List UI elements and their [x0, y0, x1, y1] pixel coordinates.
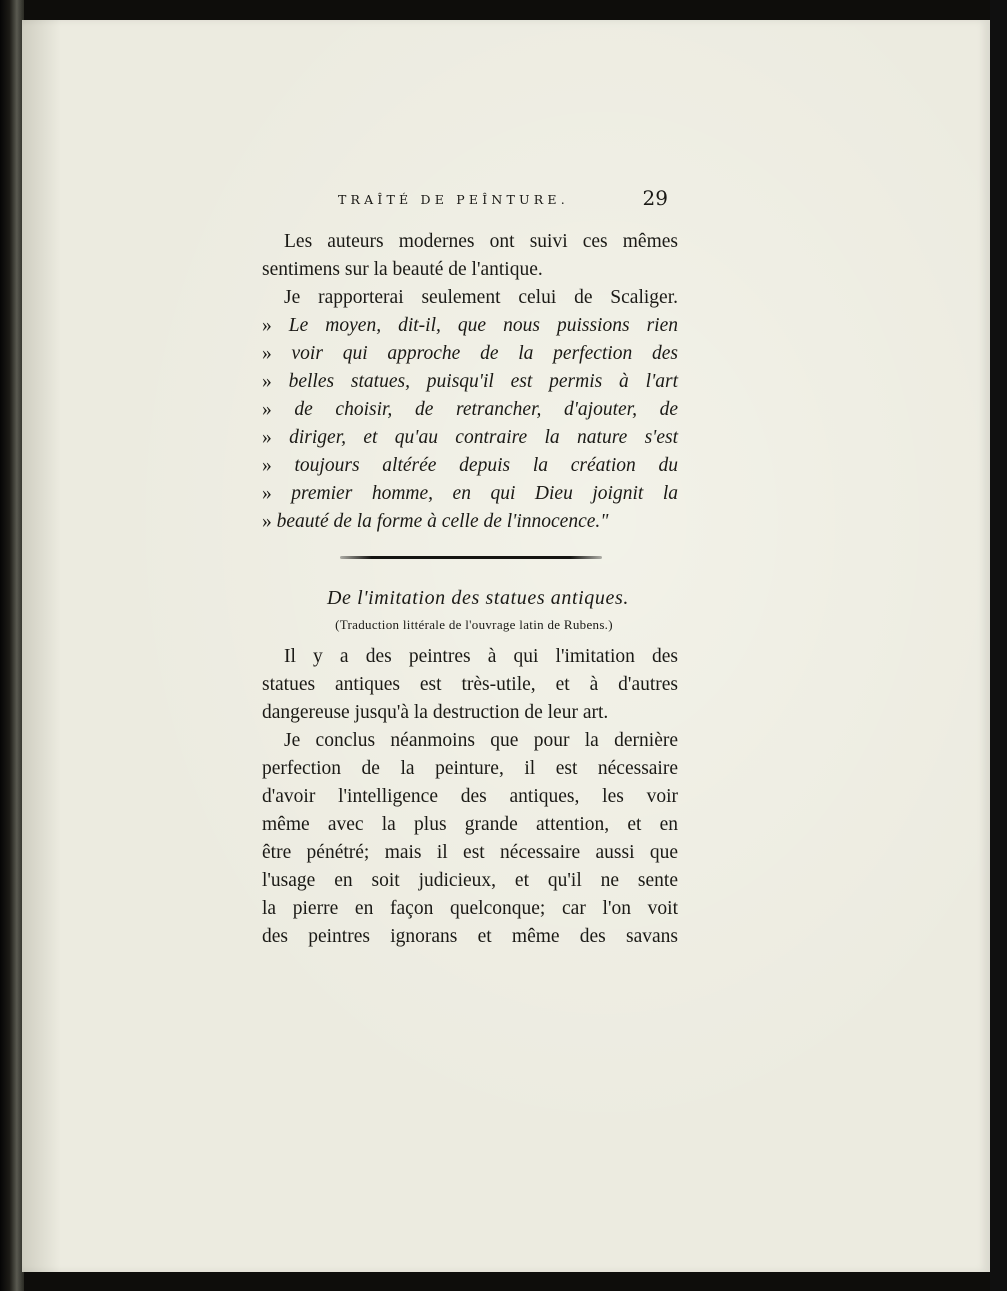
quote-text: Le moyen, dit-il, que nous puissions rien [288, 315, 678, 336]
text-line: la pierre en façon quelconque; car l'on voit [262, 898, 678, 919]
running-head-title: TRAÎTÉ DE PEÎNTURE. [338, 192, 569, 207]
quote-text: diriger, et qu'au contraire la nature s'est [289, 427, 679, 448]
quote-line [262, 508, 678, 536]
quote-line [262, 312, 678, 340]
book-binding [0, 0, 24, 1291]
text-line: perfection de la peinture, il est nécessaire [262, 758, 678, 779]
page-edge [990, 0, 1007, 1291]
text-line: l'usage en soit judicieux, et qu'il ne sente [262, 870, 678, 891]
quote-line [262, 452, 678, 480]
page-number: 29 [642, 186, 668, 210]
quote-line [262, 424, 678, 452]
text-line: Je conclus néanmoins que pour la dernière [284, 730, 678, 751]
quote-line [262, 396, 678, 424]
text-line: Il y a des peintres à qui l'imitation des [284, 646, 678, 667]
quote-text: voir qui approche de la perfection des [291, 343, 678, 364]
text-line: des peintres ignorans et même des savans [262, 926, 678, 947]
quote-text: beauté de la forme à celle de l'innocence." [276, 511, 609, 532]
text-line: Les auteurs modernes ont suivi ces mêmes [284, 231, 678, 252]
text-line: Je rapporterai seulement celui de Scaliger. [284, 287, 678, 308]
running-head [338, 188, 678, 212]
quote-mark: » [262, 455, 272, 476]
quote-mark: » [262, 343, 272, 364]
text-line: statues antiques est très-utile, et à d'autres [262, 674, 678, 695]
quote-mark: » [262, 371, 272, 392]
quote-text: belles statues, puisqu'il est permis à l'art [288, 371, 678, 392]
quote-mark: » [262, 399, 272, 420]
quote-text: premier homme, en qui Dieu joignit la [291, 483, 678, 504]
text-line: dangereuse jusqu'à la destruction de leur art. [262, 702, 609, 723]
quote-text: toujours altérée depuis la création du [294, 455, 679, 476]
quote-line [262, 368, 678, 396]
section-subtitle: (Traduction littérale de l'ouvrage latin de Rubens.) [335, 617, 613, 632]
text-line: même avec la plus grande attention, et en [262, 814, 678, 835]
quote-mark: » [262, 427, 272, 448]
quote-line [262, 480, 678, 508]
quote-line [262, 340, 678, 368]
text-line: d'avoir l'intelligence des antiques, les voir [262, 786, 678, 807]
section-divider [340, 556, 602, 559]
quote-text: de choisir, de retrancher, d'ajouter, de [294, 399, 679, 420]
text-line: être pénétré; mais il est nécessaire aussi que [262, 842, 678, 863]
section-title: De l'imitation des statues antiques. [327, 587, 629, 609]
quote-mark: » [262, 483, 272, 504]
quote-mark: » [262, 511, 272, 532]
text-line: sentimens sur la beauté de l'antique. [262, 259, 543, 280]
quote-mark: » [262, 315, 272, 336]
